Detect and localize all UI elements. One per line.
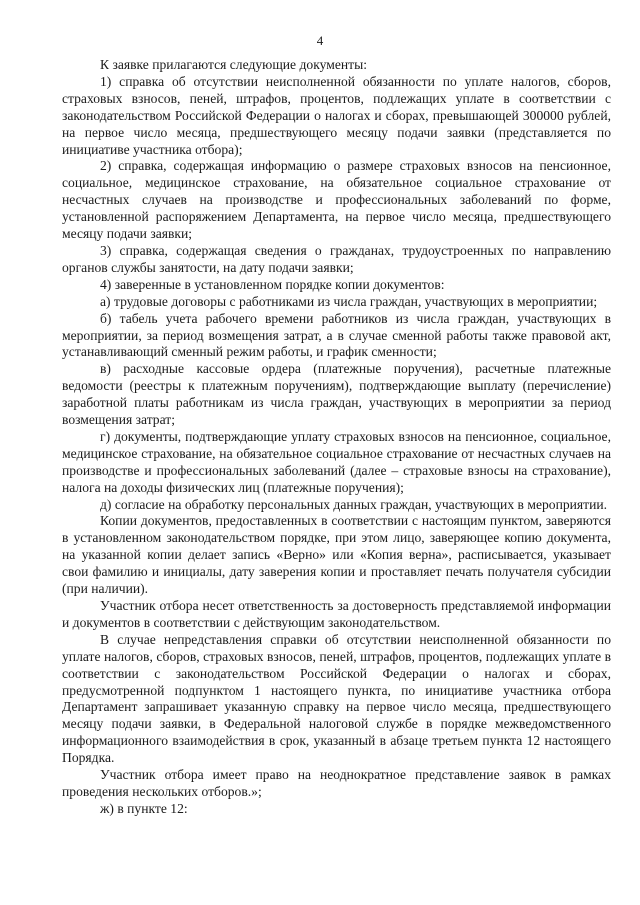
paragraph-copies: Копии документов, предоставленных в соответствии с настоящим пунктом, заверяются в установленном законодательством порядке, при этом лицо, заверяющее копию документа, на указанной копии делает запись «Верно» или «Копия верна», расписывается, указывает свои фамилию и инициалы, дату заверения копии и проставляет печать получателя субсидии (при наличии). [62, 513, 611, 597]
paragraph-item-4a: а) трудовые договоры с работниками из числа граждан, участвующих в мероприятии; [100, 293, 598, 309]
paragraph-item-4b: б) табель учета рабочего времени работников из числа граждан, участвующих в мероприятии, за период возмещения затрат, а в случае сменной работы также правовой акт, устанавливающий сменный режим работы, и график сменности; [62, 310, 611, 360]
paragraph-responsibility: Участник отбора несет ответственность за достоверность представляемой информации и документов в соответствии с действующим законодательством. [62, 598, 611, 630]
paragraph-intro: К заявке прилагаются следующие документы: [100, 57, 367, 72]
paragraph-item-4: 4) заверенные в установленном порядке копии документов: [100, 276, 445, 292]
paragraph-item-4v: в) расходные кассовые ордера (платежные поручения), расчетные платежные ведомости (реестры к платежным поручениям), подтверждающие выплату (перечисление) заработной платы работникам из числа граждан, участвующих в мероприятии за период возмещения затрат; [62, 361, 611, 428]
paragraph-item-4g: г) документы, подтверждающие уплату страховых взносов на пенсионное, социальное, медицинское страхование, на обязательное социальное страхование от несчастных случаев на производстве и профессиональных заболеваний (далее – страховые взносы на страхование), налога на доходы физических лиц (платежные поручения); [62, 428, 611, 495]
document-body [62, 57, 611, 818]
page-number: 4 [316, 33, 324, 48]
paragraph-repeat-submission: Участник отбора имеет право на неоднократное представление заявок в рамках проведения нескольких отборов.»; [62, 767, 611, 799]
paragraph-non-submission: В случае непредставления справки об отсутствии неисполненной обязанности по уплате налогов, сборов, страховых взносов, пеней, штрафов, процентов, подлежащих уплате в соответствии с законодательством Российской Федерации о налогах и сборах, предусмотренной подпунктом 1 настоящего пункта, по инициативе участника отбора Департамент запрашивает указанную справку на первое число месяца, предшествующего месяцу подачи заявки, в Федеральной налоговой службе в порядке межведомственного информационного взаимодействия в срок, указанный в абзаце третьем пункта 12 настоящего Порядка. [62, 631, 611, 766]
paragraph-item-3: 3) справка, содержащая сведения о гражданах, трудоустроенных по направлению органов службы занятости, на дату подачи заявки; [62, 242, 611, 275]
paragraph-item-1: 1) справка об отсутствии неисполненной обязанности по уплате налогов, сборов, страховых взносов, пеней, штрафов, процентов, подлежащих уплате в соответствии с законодательством Российской Федерации о налогах и сборах, превышающей 300000 рублей, на первое число месяца, предшествующего месяцу подачи заявки (представляется по инициативе участника отбора); [62, 73, 611, 157]
paragraph-item-zh: ж) в пункте 12: [100, 800, 188, 816]
paragraph-item-4d: д) согласие на обработку персональных данных граждан, участвующих в мероприятии. [100, 496, 608, 512]
paragraph-item-2: 2) справка, содержащая информацию о размере страховых взносов на пенсионное, социальное, медицинское страхование, на обязательное социальное страхование от несчастных случаев на производстве и профессиональных заболеваний по форме, установленной распоряжением Департамента, на первое число месяца, предшествующего месяцу подачи заявки; [62, 158, 611, 242]
